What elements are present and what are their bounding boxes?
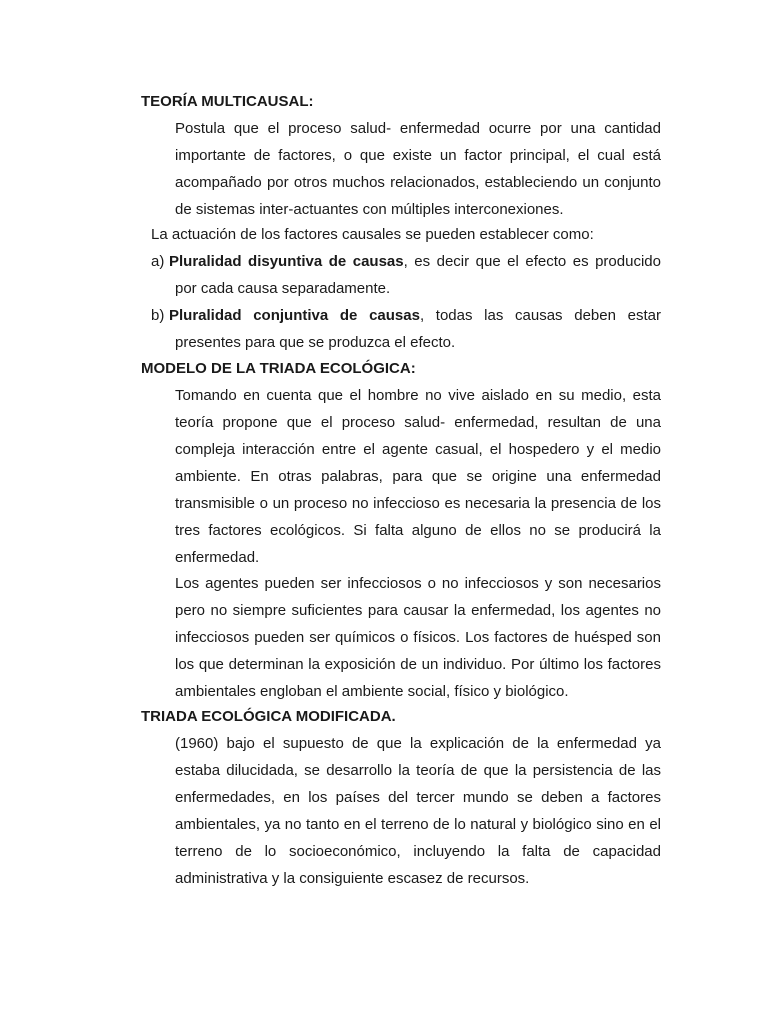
paragraph-triada-1: Tomando en cuenta que el hombre no vive aislado en su medio, esta teoría propone que el proceso salud- enfermedad, resultan de una compleja interacción entre el agente casual, el hospedero y el medio ambiente. En otras palabras, para que se origine una enfermedad transmisible o un proceso no infeccioso es necesaria la presencia de los tres factores ecológicos. Si falta alguno de ellos no se producirá la enfermedad. <box>175 387 661 566</box>
paragraph-triada-modificada: (1960) bajo el supuesto de que la explicación de la enfermedad ya estaba dilucidada, se desarrollo la teoría de que la persistencia de las enfermedades, en los países del tercer mundo se deben a factores ambientales, ya no tanto en el terreno de lo natural y biológico sino en el terreno de lo socioeconómico, incluyendo la falta de capacidad administrativa y la consiguiente escasez de recursos. <box>175 735 661 887</box>
section-heading-teoria-multicausal: TEORÍA MULTICAUSAL: <box>141 93 314 110</box>
item-a-text-tail: por cada causa separadamente. <box>175 280 391 297</box>
section-heading-triada-modificada: TRIADA ECOLÓGICA MODIFICADA. <box>141 708 396 725</box>
paragraph-triada-2: Los agentes pueden ser infecciosos o no infecciosos y son necesarios pero no siempre suficientes para causar la enfermedad, los agentes no infecciosos pueden ser químicos o físicos. Los factores de huésped son los que determinan la exposición de un individuo. Por último los factores ambientales engloban el ambiente social, físico y biológico. <box>175 575 661 700</box>
list-item-b: b) Pluralidad conjuntiva de causas, todas las causas deben estar presentes para que se produzca el efecto. <box>151 302 661 356</box>
item-b-text-tail: presentes para que se produzca el efecto. <box>175 334 456 351</box>
list-item-a: a) Pluralidad disyuntiva de causas, es decir que el efecto es producido por cada causa separadamente. <box>151 248 661 302</box>
list-marker: b) <box>151 307 165 324</box>
list-marker: a) <box>151 253 165 270</box>
section-heading-triada-ecologica: MODELO DE LA TRIADA ECOLÓGICA: <box>141 360 416 377</box>
intro-causal-factors: La actuación de los factores causales se pueden establecer como: <box>151 226 594 243</box>
paragraph-teoria-multicausal: Postula que el proceso salud- enfermedad ocurre por una cantidad importante de factores, o que existe un factor principal, el cual está acompañado por otros muchos relacionados, estableciendo un conjunto de sistemas inter-actuantes con múltiples interconexiones. <box>175 120 661 218</box>
